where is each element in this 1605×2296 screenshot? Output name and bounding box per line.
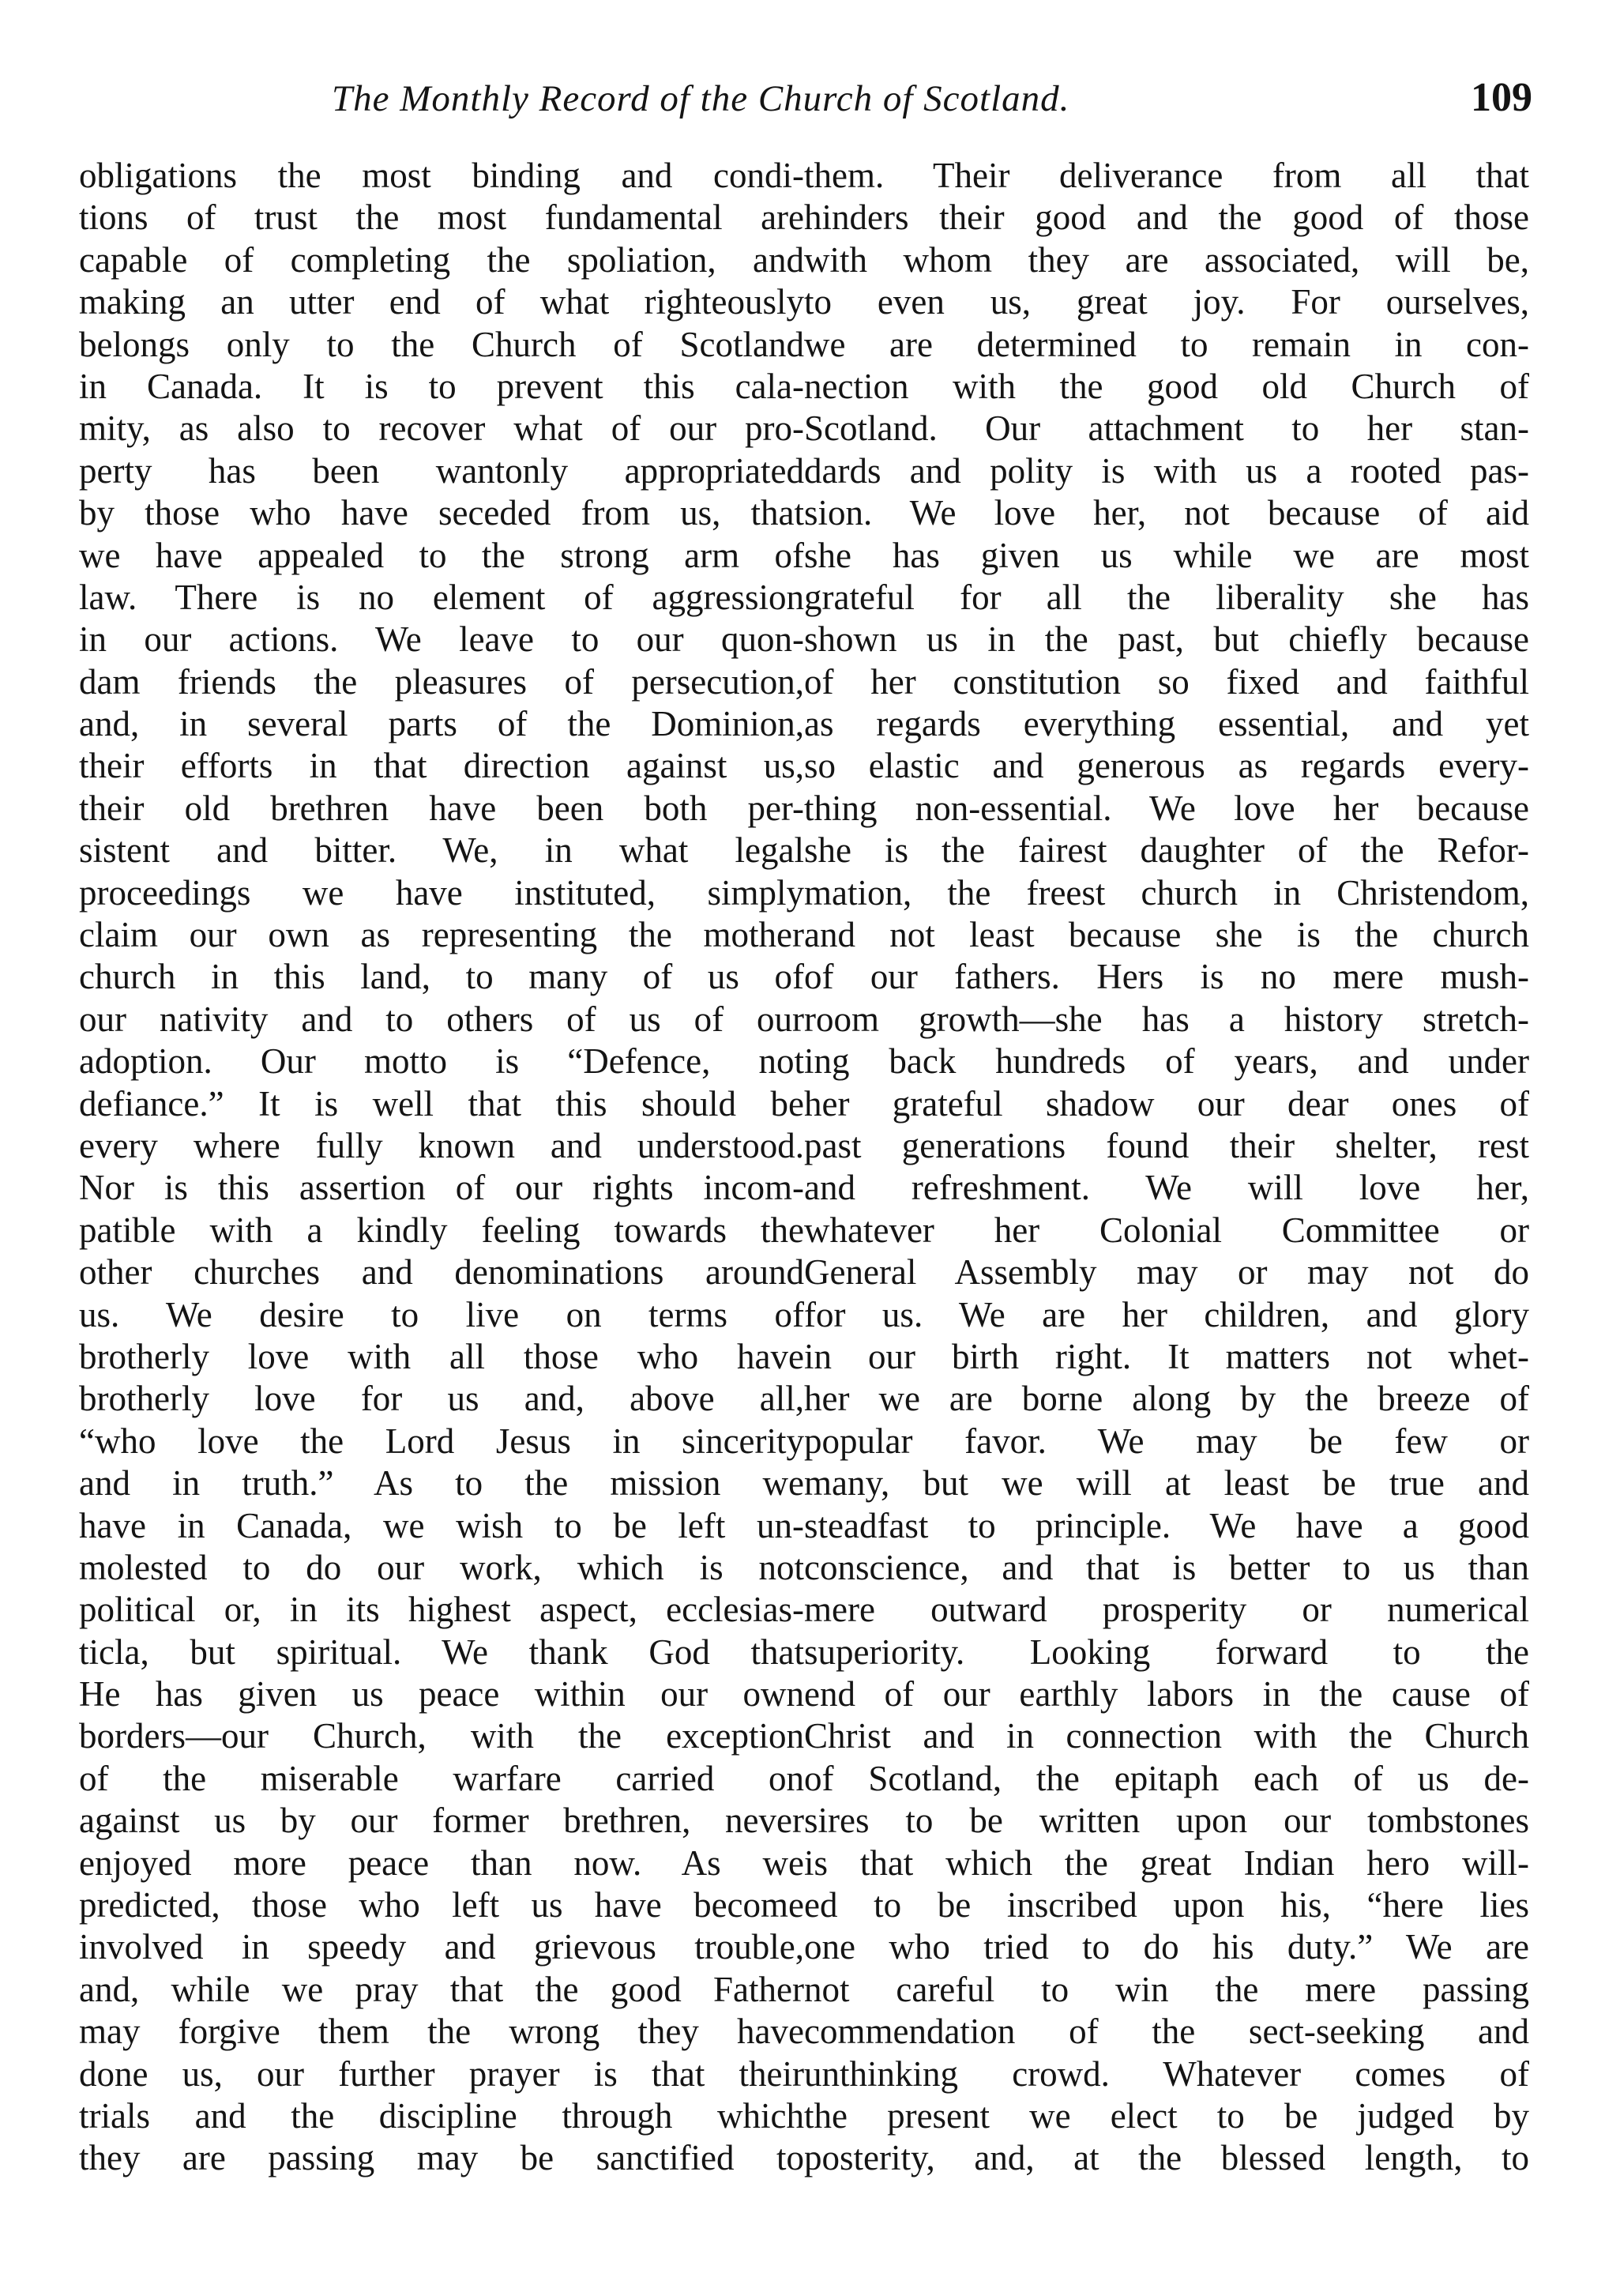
- text-line: perty has been wantonly appropriated: [79, 450, 804, 491]
- text-line: us. We desire to live on terms of: [79, 1294, 804, 1334]
- text-line: ed to be inscribed upon his, “here lies: [804, 1885, 1529, 1925]
- text-line: patible with a kindly feeling towards the: [79, 1210, 804, 1250]
- text-line: belongs only to the Church of Scotland: [79, 324, 804, 364]
- text-line: for us. We are her children, and glory: [804, 1294, 1529, 1334]
- text-line: capable of completing the spoliation, and: [79, 239, 804, 280]
- text-line: superiority. Looking forward to the: [804, 1632, 1529, 1672]
- text-line: grateful for all the liberality she has: [804, 577, 1529, 617]
- text-line: of our fathers. Hers is no mere mush-: [804, 957, 1529, 997]
- text-line: with whom they are associated, will be,: [804, 239, 1529, 280]
- running-title: The Monthly Record of the Church of Scotland.: [332, 78, 1070, 119]
- text-line: of Scotland, the epitaph each of us de-: [804, 1758, 1529, 1798]
- text-line: He has given us peace within our own: [79, 1674, 804, 1714]
- text-line: mation, the freest church in Christendom,: [804, 872, 1529, 913]
- text-line: she is the fairest daughter of the Refor-: [804, 830, 1529, 871]
- text-column-left: [79, 155, 804, 2180]
- text-line: enjoyed more peace than now. As we: [79, 1842, 804, 1883]
- text-line: “who love the Lord Jesus in sincerity: [79, 1421, 804, 1461]
- text-line: one who tried to do his duty.” We are: [804, 1927, 1529, 1967]
- text-line: hinders their good and the good of those: [804, 198, 1529, 238]
- text-line: brotherly love for us and, above all,: [79, 1379, 804, 1419]
- text-line: and, while we pray that the good Father: [79, 1969, 804, 2009]
- text-line: her we are borne along by the breeze of: [804, 1379, 1529, 1419]
- text-line: their old brethren have been both per-: [79, 788, 804, 828]
- text-line: predicted, those who left us have become: [79, 1885, 804, 1925]
- text-line: her grateful shadow our dear ones of: [804, 1083, 1529, 1124]
- text-line: and, in several parts of the Dominion,: [79, 704, 804, 744]
- text-line: mere outward prosperity or numerical: [804, 1590, 1529, 1630]
- text-line: our nativity and to others of us of our: [79, 999, 804, 1039]
- running-head: [71, 77, 1532, 133]
- text-line: mity, as also to recover what of our pro-: [79, 408, 804, 449]
- text-line: sistent and bitter. We, in what legal: [79, 830, 804, 871]
- text-line: steadfast to principle. We have a good: [804, 1505, 1529, 1545]
- text-line: conscience, and that is better to us than: [804, 1547, 1529, 1587]
- text-line: past generations found their shelter, rest: [804, 1125, 1529, 1165]
- text-line: other churches and denominations around: [79, 1252, 804, 1293]
- text-line: dam friends the pleasures of persecution,: [79, 661, 804, 702]
- text-line: they are passing may be sanctified to: [79, 2138, 804, 2178]
- text-line: Nor is this assertion of our rights incom-: [79, 1168, 804, 1208]
- text-line: against us by our former brethren, never: [79, 1801, 804, 1841]
- text-line: and not least because she is the church: [804, 915, 1529, 955]
- text-line: as regards everything essential, and yet: [804, 704, 1529, 744]
- text-line: thing non-essential. We love her because: [804, 788, 1529, 828]
- text-line: popular favor. We may be few or: [804, 1421, 1529, 1461]
- text-line: political or, in its highest aspect, ecclesias-: [79, 1590, 804, 1630]
- text-line: room growth—she has a history stretch-: [804, 999, 1529, 1039]
- text-line: nection with the good old Church of: [804, 366, 1529, 406]
- text-line: shown us in the past, but chiefly because: [804, 619, 1529, 660]
- text-line: in Canada. It is to prevent this cala-: [79, 366, 804, 406]
- text-line: every where fully known and understood.: [79, 1125, 804, 1165]
- text-line: have in Canada, we wish to be left un-: [79, 1505, 804, 1545]
- text-line: by those who have seceded from us, that: [79, 493, 804, 533]
- text-line: sion. We love her, not because of aid: [804, 493, 1529, 533]
- text-line: posterity, and, at the blessed length, to: [804, 2138, 1529, 2178]
- text-line: in our actions. We leave to our quon-: [79, 619, 804, 660]
- text-column-right: [804, 155, 1529, 2180]
- text-line: brotherly love with all those who have: [79, 1336, 804, 1376]
- text-line: and in truth.” As to the mission we: [79, 1463, 804, 1504]
- text-line: to even us, great joy. For ourselves,: [804, 282, 1529, 322]
- text-line: molested to do our work, which is not: [79, 1547, 804, 1587]
- text-line: tions of trust the most fundamental are: [79, 198, 804, 238]
- text-line: making an utter end of what righteously: [79, 282, 804, 322]
- text-line: involved in speedy and grievous trouble,: [79, 1927, 804, 1967]
- text-line: done us, our further prayer is that their: [79, 2053, 804, 2094]
- text-line: end of our earthly labors in the cause of: [804, 1674, 1529, 1714]
- text-line: Scotland. Our attachment to her stan-: [804, 408, 1529, 449]
- text-line: we have appealed to the strong arm of: [79, 535, 804, 575]
- text-line: General Assembly may or may not do: [804, 1252, 1529, 1293]
- text-line: commendation of the sect-seeking and: [804, 2012, 1529, 2052]
- text-line: may forgive them the wrong they have: [79, 2012, 804, 2052]
- page-number: 109: [1471, 75, 1532, 120]
- text-line: church in this land, to many of us of: [79, 957, 804, 997]
- text-line: defiance.” It is well that this should be: [79, 1083, 804, 1124]
- text-line: Christ and in connection with the Church: [804, 1716, 1529, 1756]
- text-line: in our birth right. It matters not whet-: [804, 1336, 1529, 1376]
- text-line: whatever her Colonial Committee or: [804, 1210, 1529, 1250]
- text-line: we are determined to remain in con-: [804, 324, 1529, 364]
- text-line: the present we elect to be judged by: [804, 2095, 1529, 2136]
- text-line: of her constitution so fixed and faithful: [804, 661, 1529, 702]
- text-line: proceedings we have instituted, simply: [79, 872, 804, 913]
- text-line: law. There is no element of aggression: [79, 577, 804, 617]
- text-line: trials and the discipline through which: [79, 2095, 804, 2136]
- text-line: ing back hundreds of years, and under: [804, 1041, 1529, 1082]
- text-line: sires to be written upon our tombstones: [804, 1801, 1529, 1841]
- text-line: ticla, but spiritual. We thank God that: [79, 1632, 804, 1672]
- text-line: dards and polity is with us a rooted pas-: [804, 450, 1529, 491]
- text-line: them. Their deliverance from all that: [804, 156, 1529, 195]
- text-line: so elastic and generous as regards every-: [804, 746, 1529, 786]
- text-line: and refreshment. We will love her,: [804, 1168, 1529, 1208]
- text-line: of the miserable warfare carried on: [79, 1758, 804, 1798]
- text-line: adoption. Our motto is “Defence, not: [79, 1041, 804, 1082]
- text-line: unthinking crowd. Whatever comes of: [804, 2053, 1529, 2094]
- text-line: not careful to win the mere passing: [804, 1969, 1529, 2009]
- text-line: many, but we will at least be true and: [804, 1463, 1529, 1504]
- text-line: claim our own as representing the mother: [79, 915, 804, 955]
- text-line: borders—our Church, with the exception: [79, 1716, 804, 1756]
- text-line: their efforts in that direction against us,: [79, 746, 804, 786]
- text-line: is that which the great Indian hero will-: [804, 1842, 1529, 1883]
- text-line: she has given us while we are most: [804, 535, 1529, 575]
- text-line: obligations the most binding and condi-: [79, 156, 804, 195]
